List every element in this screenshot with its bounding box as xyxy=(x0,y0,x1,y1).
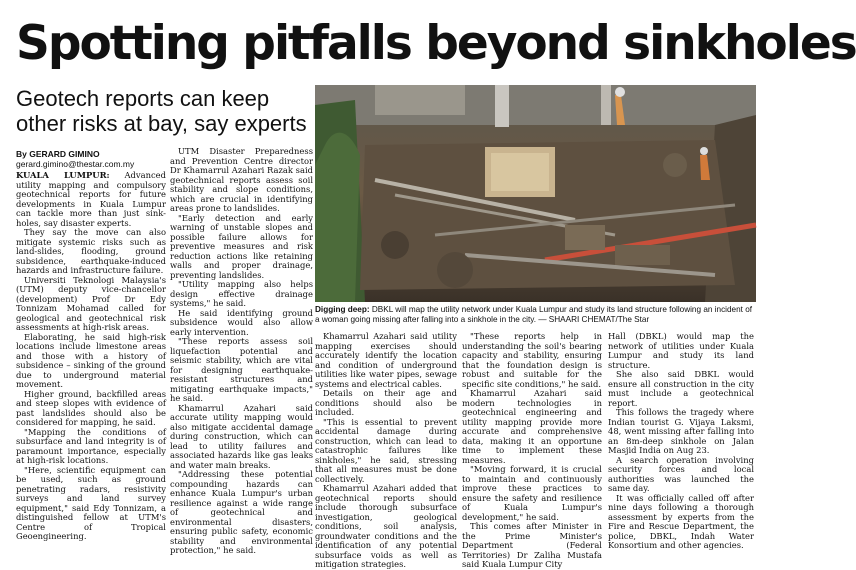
headline: Spotting pitfalls beyond sinkholes xyxy=(16,16,856,71)
paragraph: A search operation involving security forces and local authorities was launched the same day. xyxy=(608,454,754,493)
paragraph: "Mapping the conditions of subsurface and land integrity is of paramount importance, especially at high-risk locations. xyxy=(16,426,166,465)
paragraph: "These reports help in understanding the soil's bearing capacity and stability, ensuring that the foundation design is robust and suitable for the specific site conditions," he said. xyxy=(462,331,602,389)
paragraph: Khamarrul Azahari said accurate utility mapping would also mitigate accidental damage during construction, which can lead to utility failures and associated hazards like gas leaks and water main breaks. xyxy=(170,402,313,470)
lead-rest: Advanced xyxy=(124,170,166,180)
paragraph: "Early detection and early warning of unstable slopes and possible failure allows for preventive measures and risk reduction actions like retaining walls and proper drainage, preventing landslides. xyxy=(170,212,313,280)
article-column-4 xyxy=(462,332,602,570)
paragraph: "This is essential to prevent accidental damage during construction, which can lead to catastrophic failures like sinkholes," he said, stressing that all measures must be done collectively. xyxy=(315,416,457,484)
article-column-3 xyxy=(315,332,457,570)
paragraph: utility mapping and compulsory geotechnical reports for future developments in Kuala Lumpur can tackle more than just sink-holes, say disaster experts. xyxy=(16,179,166,228)
paragraph: "Utility mapping also helps design effective drainage systems," he said. xyxy=(170,279,313,308)
byline-author: By GERARD GIMINO xyxy=(16,149,100,159)
paragraph: Universiti Teknologi Malaysia's (UTM) deputy vice-chancellor (development) Prof Dr Edy Tonnizam Mohamad called for geological and geotechnical risk assessments at high-risk areas. xyxy=(16,274,166,332)
paragraph: Khamarrul Azahari said modern technologies in geotechnical engineering and utility mapping provide more accurate and comprehensive data, making it an opportune time to implement these measures. xyxy=(462,388,602,465)
paragraph: She also said DBKL would ensure all construction in the city must include a geotechnical report. xyxy=(608,369,754,408)
paragraph: Higher ground, backfilled areas and steep slopes with evidence of past landslides should also be considered for mapping, he said. xyxy=(16,388,166,427)
paragraph: "Moving forward, it is crucial to maintain and continuously improve these practices to ensure the safety and resilience of Kuala Lumpur's development," he said. xyxy=(462,464,602,522)
paragraph: Khamarrul Azahari said utility mapping exercises should accurately identify the location and condition of underground utilities like water pipes, sewage systems and electrical cables. xyxy=(315,331,457,389)
caption-credit: — SHAARI CHEMAT/The Star xyxy=(538,315,650,324)
paragraph: Elaborating, he said high-risk locations include limestone areas and those with a history of subsidence – sinking of the ground due to underground material movement. xyxy=(16,331,166,389)
paragraph: Khamarrul Azahari added that geotechnical reports should include thorough subsurface investigation, geological conditions, soil analysis, groundwater conditions and the identification of any potential subsurface voids as well as mitigation strategies. xyxy=(315,483,457,569)
article-column-5 xyxy=(608,332,754,551)
caption-lead: Digging deep: xyxy=(315,305,370,314)
photo-illustration xyxy=(315,85,756,302)
paragraph: "Addressing these potential compounding hazards can enhance Kuala Lumpur's urban resilience against a wide range of geotechnical and environmental disasters, ensuring public safety, economic stability and environmental protection," he said. xyxy=(170,469,313,555)
byline-email: gerard.gimino@thestar.com.my xyxy=(16,159,135,169)
paragraph: It was officially called off after nine days following a thorough assessment by experts from the Fire and Rescue Department, the police, DBKL, Indah Water Konsortium and other agencies. xyxy=(608,492,754,550)
subheadline: Geotech reports can keep other risks at bay, say experts xyxy=(16,86,307,136)
paragraph: "Here, scientific equipment can be used, such as ground penetrating radars, resistivity surveys and land survey equipment," said Edy Tonnizam, a distinguished fellow at UTM's Centre of Tropical Geoengineering. xyxy=(16,464,166,541)
paragraph: Details on their age and conditions should also be included. xyxy=(315,388,457,417)
article-column-2 xyxy=(170,147,313,556)
caption-text: DBKL will map the utility network under Kuala Lumpur and study its land structure following an incident of a woman going missing after falling into a sinkhole in the city. xyxy=(315,305,753,324)
paragraph: "These reports assess soil liquefaction potential and seismic stability, which are vital for designing earthquake-resistant structures and mitigating earthquake impacts," he said. xyxy=(170,336,313,403)
photo-caption xyxy=(315,305,756,325)
paragraph: This follows the tragedy where Indian tourist G. Vijaya Laksmi, 48, went missing after falling into an 8m-deep sinkhole on Jalan Masjid India on Aug 23. xyxy=(608,407,754,455)
paragraph: UTM Disaster Preparedness and Prevention Centre director Dr Khamarrul Azahari Razak said geotechnical reports assess soil stability and slope conditions, which are crucial in identifying areas prone to landslides. xyxy=(170,146,313,213)
paragraph: This comes after Minister in the Prime Minister's Department (Federal Territories) Dr Zaliha Mustafa said Kuala Lumpur City xyxy=(462,521,602,569)
dateline: KUALA LUMPUR: xyxy=(16,170,110,180)
paragraph: Hall (DBKL) would map the network of utilities under Kuala Lumpur and study its land structure. xyxy=(608,331,754,370)
article-column-1 xyxy=(16,171,166,542)
paragraph: They say the move can also mitigate systemic risks such as land-slides, flooding, ground subsidence, earthquake-induced hazards and infrastructure failure. xyxy=(16,227,166,275)
paragraph: He said identifying ground subsidence would also allow early intervention. xyxy=(170,307,313,337)
byline xyxy=(16,149,134,169)
lead-paragraph xyxy=(16,171,166,228)
sinkhole-excavation-photo xyxy=(315,85,756,302)
